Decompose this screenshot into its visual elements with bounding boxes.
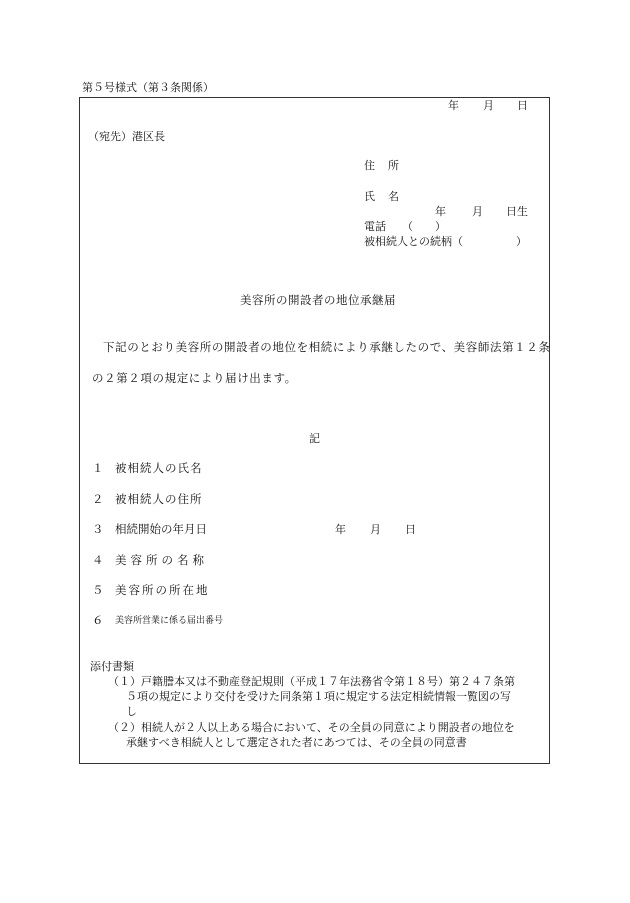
- attachment-2-line-2: 承継すべき相続人として選定された者にあつては、その全員の同意書: [126, 736, 467, 749]
- item-3-date-day: 日: [405, 523, 416, 536]
- item-6-num: ６: [92, 613, 105, 627]
- birth-month: 月: [472, 205, 483, 218]
- item-3-label: 相続開始の年月日: [115, 522, 207, 536]
- birth-day: 日生: [506, 205, 528, 218]
- form-frame: [79, 97, 550, 764]
- header-date-year: 年: [448, 99, 459, 112]
- attachment-1-line-1: （１）戸籍謄本又は不動産登記規則（平成１７年法務省令第１８号）第２４７条第: [108, 675, 515, 688]
- item-1-num: １: [92, 461, 105, 475]
- phone-parens: （ ）: [402, 220, 446, 233]
- item-4-label: 美容所の名称: [115, 553, 208, 567]
- item-1-label: 被相続人の氏名: [115, 461, 203, 475]
- item-3-date-month: 月: [370, 523, 381, 536]
- attachments-title: 添付書類: [90, 660, 134, 673]
- attachment-2-line-1: （２）相続人が２人以上ある場合において、その全員の同意により開設者の地位を: [108, 721, 515, 734]
- attachment-1-line-3: し: [126, 705, 137, 718]
- item-2-num: ２: [92, 492, 105, 506]
- item-4-num: ４: [92, 553, 105, 567]
- item-6-label: 美容所営業に係る届出番号: [115, 616, 224, 626]
- attachment-1-line-2: ５項の規定により交付を受けた同条第１項に規定する法定相続情報一覧図の写: [126, 690, 511, 703]
- phone-label: 電話: [364, 220, 386, 233]
- item-5-label: 美容所の所在地: [115, 583, 210, 597]
- body-line-2: の２第２項の規定により届け出ます。: [92, 371, 297, 385]
- ki-heading: 記: [309, 432, 320, 445]
- addressee: （宛先）港区長: [88, 130, 165, 143]
- item-2-label: 被相続人の住所: [115, 492, 203, 506]
- applicant-address-label: 住 所: [364, 159, 400, 172]
- header-date-day: 日: [517, 99, 528, 112]
- item-3-num: ３: [92, 522, 105, 536]
- relation-label: 被相続人との続柄（: [364, 235, 463, 248]
- item-3-date-year: 年: [335, 523, 346, 536]
- relation-close: ）: [516, 235, 527, 248]
- document-title: 美容所の開設者の地位承継届: [240, 293, 396, 307]
- applicant-name-label: 氏 名: [364, 190, 400, 203]
- form-number-label: 第５号様式（第３条関係）: [82, 81, 214, 94]
- header-date-month: 月: [483, 99, 494, 112]
- birth-year: 年: [435, 205, 446, 218]
- body-line-1: 下記のとおり美容所の開設者の地位を相続により承継したので、美容師法第１２条: [103, 340, 551, 354]
- item-5-num: ５: [92, 583, 105, 597]
